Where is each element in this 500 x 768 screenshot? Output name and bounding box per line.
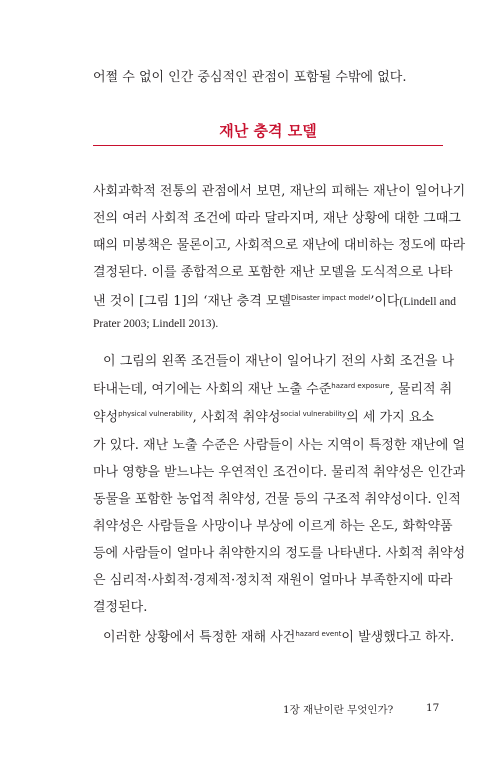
term-disaster-impact-model: Disaster impact model <box>291 294 371 302</box>
paragraph-1-line-4: 결정된다. 이를 종합적으로 포함한 재난 모델을 도식적으로 나타 <box>93 265 453 280</box>
paragraph-1-line-5 <box>93 290 457 309</box>
paragraph-2-line-5: 마나 영향을 받느냐는 우연적인 조건이다. 물리적 취약성은 인간과 <box>93 465 466 480</box>
p3-text-end: 이 발생했다고 하자. <box>341 630 455 645</box>
paragraph-1-line-2: 전의 여러 사회적 조건에 따라 달라지며, 재난 상황에 대한 그때그 <box>93 211 461 226</box>
paragraph-1-line-3: 때의 미봉책은 물론이고, 사회적으로 재난에 대비하는 정도에 따라 <box>93 238 466 253</box>
p2-l3-text: 약성 <box>93 410 119 425</box>
p1-l5-text-end: ’이다 <box>370 294 400 309</box>
p1-l5-text: 낸 것이 [그림 1]의 ‘재난 충격 모델 <box>93 294 292 309</box>
paragraph-2-line-2 <box>93 378 453 397</box>
paragraph-2-line-3 <box>93 406 443 425</box>
term-social-vulnerability: social vulnerability <box>280 410 347 418</box>
p2-l2-text-end: , 물리적 취 <box>389 382 453 397</box>
paragraph-2-line-1: 이 그림의 왼쪽 조건들이 재난이 일어나기 전의 사회 조건을 나 <box>103 354 455 369</box>
citation-open: (Lindell and <box>399 296 457 308</box>
p2-l2-text: 타내는데, 여기에는 사회의 재난 노출 수준 <box>93 382 332 397</box>
paragraph-2-line-7: 취약성은 사람들을 사망이나 부상에 이르게 하는 온도, 화학약품 <box>93 519 453 534</box>
p2-l3-text-mid: , 사회적 취약성 <box>192 410 281 425</box>
paragraph-2-line-8: 등에 사람들이 얼마나 취약한지의 정도를 나타낸다. 사회적 취약성 <box>93 546 466 561</box>
term-hazard-exposure: hazard exposure <box>331 382 390 390</box>
p2-l3-text-end: 의 세 가지 요소 <box>346 410 434 425</box>
section-divider <box>93 145 443 146</box>
term-physical-vulnerability: physical vulnerability <box>118 410 193 418</box>
intro-line: 어쩔 수 없이 인간 중심적인 관점이 포함될 수밖에 없다. <box>93 70 407 85</box>
paragraph-2-line-4: 가 있다. 재난 노출 수준은 사람들이 사는 지역이 특정한 재난에 얼 <box>93 438 465 453</box>
paragraph-2-line-6: 동물을 포함한 농업적 취약성, 건물 등의 구조적 취약성이다. 인적 <box>93 492 461 507</box>
p3-text: 이러한 상황에서 특정한 재해 사건 <box>103 630 296 645</box>
term-hazard-event: hazard event <box>295 630 342 638</box>
page-number: 17 <box>426 702 440 714</box>
paragraph-2-line-10: 결정된다. <box>93 600 148 615</box>
paragraph-1-line-1: 사회과학적 전통의 관점에서 보면, 재난의 피해는 재난이 일어나기 <box>93 184 466 199</box>
paragraph-3-line-1 <box>103 626 455 645</box>
paragraph-1-line-6: Prater 2003; Lindell 2013). <box>93 318 219 330</box>
paragraph-2-line-9: 은 심리적·사회적·경제적·정치적 재원이 얼마나 부족한지에 따라 <box>93 573 453 588</box>
running-footer-chapter: 1장 재난이란 무엇인가? <box>283 704 394 716</box>
section-title: 재난 충격 모델 <box>219 122 317 140</box>
